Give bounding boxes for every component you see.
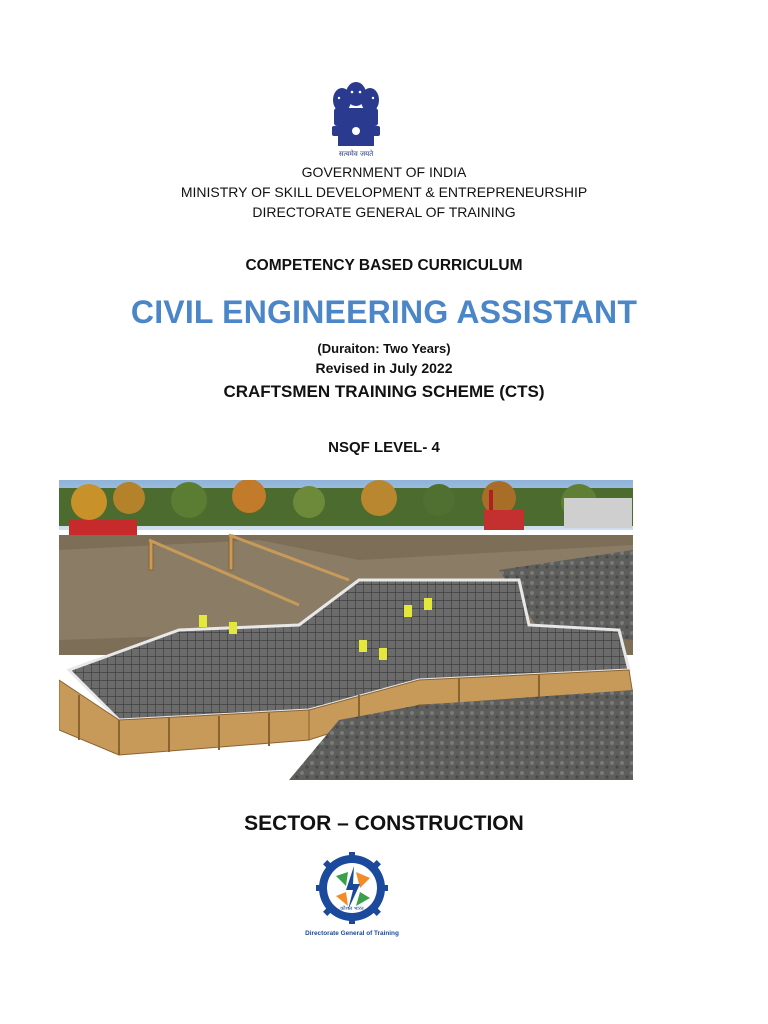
sector-title: SECTOR – CONSTRUCTION (244, 812, 524, 835)
construction-site-photo (59, 480, 633, 780)
revision-date: Revised in July 2022 (315, 360, 453, 376)
course-title: CIVIL ENGINEERING ASSISTANT (130, 294, 638, 330)
dgt-logo-caption: Directorate General of Training (305, 930, 399, 937)
training-scheme: CRAFTSMEN TRAINING SCHEME (CTS) (223, 382, 545, 401)
header-ministry: MINISTRY OF SKILL DEVELOPMENT & ENTREPRENEURSHIP (180, 184, 588, 200)
curriculum-label: COMPETENCY BASED CURRICULUM (245, 257, 523, 274)
header-directorate: DIRECTORATE GENERAL OF TRAINING (252, 204, 516, 220)
nsqf-level: NSQF LEVEL- 4 (328, 439, 440, 456)
course-duration: (Duraiton: Two Years) (317, 341, 451, 356)
emblem-motto: सत्यमेव जयते (338, 150, 374, 158)
dgt-logo-hindi: कौशल भारत (340, 906, 364, 912)
dgt-logo-icon (300, 852, 400, 942)
government-header (0, 162, 768, 222)
national-emblem-icon (326, 78, 386, 160)
header-government: GOVERNMENT OF INDIA (301, 164, 467, 180)
